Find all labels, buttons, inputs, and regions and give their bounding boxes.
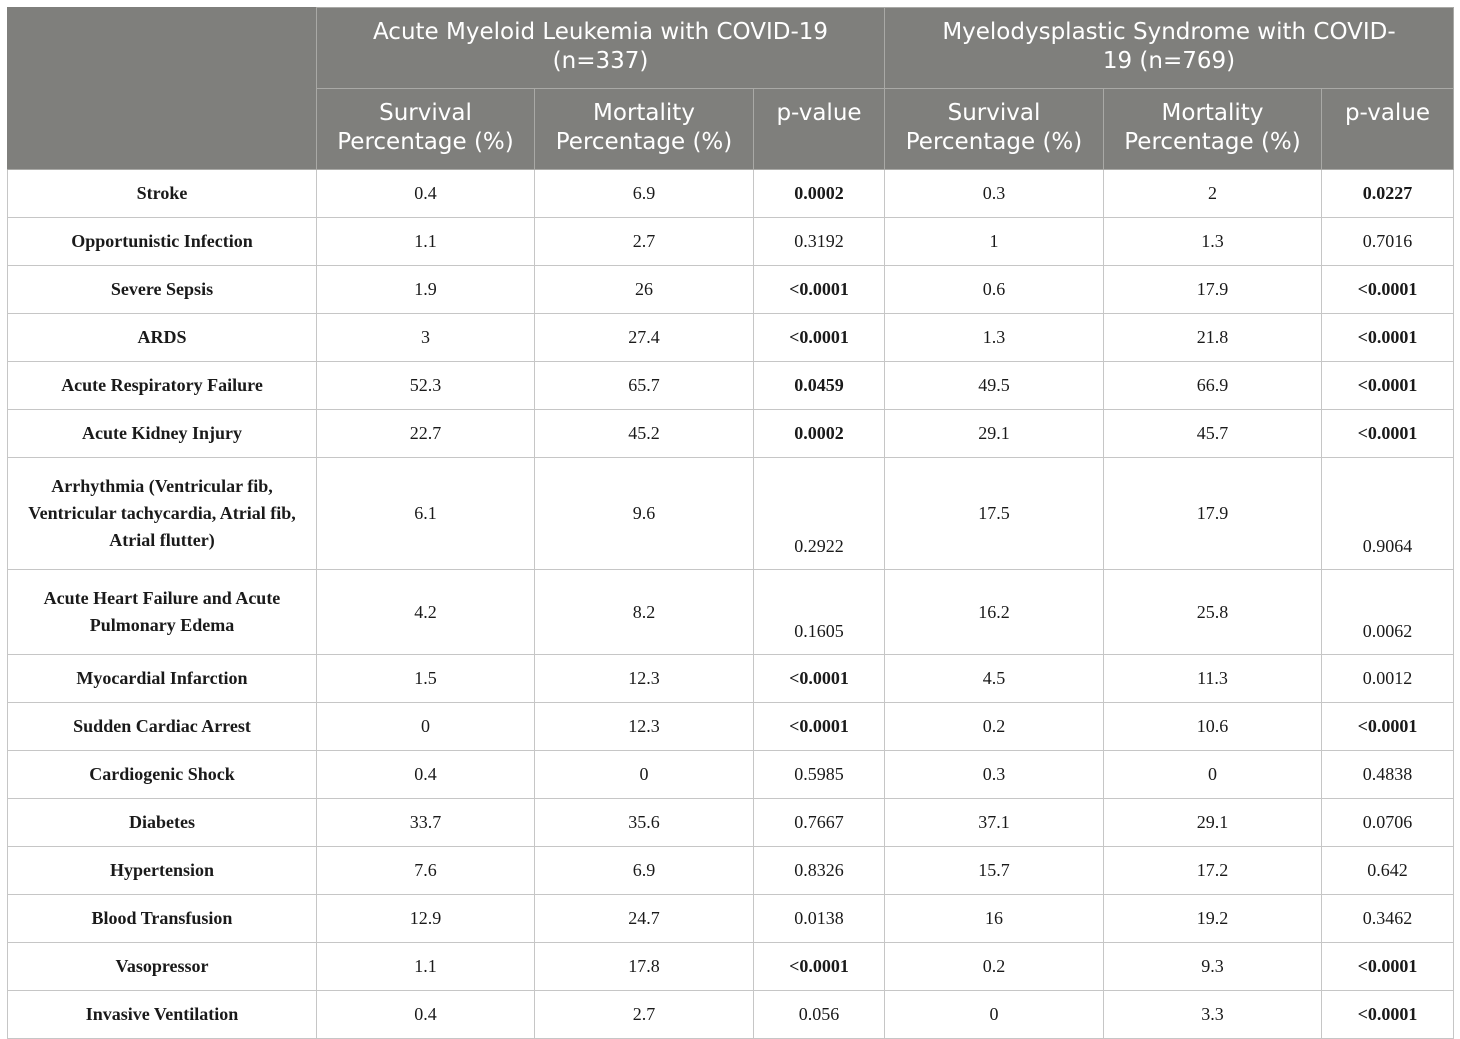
aml-survival-cell: 3 [317,314,535,362]
aml-survival-cell: 4.2 [317,570,535,655]
aml-survival-cell: 0.4 [317,170,535,218]
aml-pvalue-cell: <0.0001 [754,703,885,751]
mds-survival-cell: 0.6 [885,266,1104,314]
aml-mortality-cell: 2.7 [535,991,754,1039]
mds-survival-cell: 0.3 [885,751,1104,799]
row-label: Invasive Ventilation [8,991,317,1039]
table-row [8,751,1454,799]
mds-pvalue-cell: <0.0001 [1322,703,1454,751]
mds-mortality-cell: 19.2 [1104,895,1322,943]
aml-survival-cell: 6.1 [317,458,535,570]
mds-mortality-cell: 17.9 [1104,266,1322,314]
mds-survival-cell: 16 [885,895,1104,943]
header-aml-group: Acute Myeloid Leukemia with COVID-19 (n=337) [317,8,885,89]
mds-mortality-cell: 1.3 [1104,218,1322,266]
aml-survival-cell: 33.7 [317,799,535,847]
row-label: Severe Sepsis [8,266,317,314]
table-row [8,570,1454,655]
mds-survival-cell: 0 [885,991,1104,1039]
aml-survival-cell: 1.5 [317,655,535,703]
mds-survival-cell: 4.5 [885,655,1104,703]
table-row [8,314,1454,362]
aml-mortality-cell: 6.9 [535,847,754,895]
mds-mortality-cell: 9.3 [1104,943,1322,991]
header-mds-group: Myelodysplastic Syndrome with COVID-19 (n=769) [885,8,1454,89]
mds-pvalue-cell: <0.0001 [1322,410,1454,458]
mds-pvalue-cell: 0.0012 [1322,655,1454,703]
mds-pvalue-cell: <0.0001 [1322,314,1454,362]
table-row [8,943,1454,991]
mds-pvalue-cell: <0.0001 [1322,266,1454,314]
row-label: Vasopressor [8,943,317,991]
mds-survival-cell: 16.2 [885,570,1104,655]
aml-mortality-cell: 12.3 [535,703,754,751]
table-row [8,362,1454,410]
row-label: Cardiogenic Shock [8,751,317,799]
mds-survival-cell: 29.1 [885,410,1104,458]
table-row [8,655,1454,703]
header-mds-pvalue: p-value [1322,89,1454,170]
aml-mortality-cell: 12.3 [535,655,754,703]
row-label: Opportunistic Infection [8,218,317,266]
aml-pvalue-cell: 0.0459 [754,362,885,410]
aml-mortality-cell: 24.7 [535,895,754,943]
aml-mortality-cell: 8.2 [535,570,754,655]
table-row [8,266,1454,314]
aml-mortality-cell: 0 [535,751,754,799]
mds-mortality-cell: 29.1 [1104,799,1322,847]
row-label: Diabetes [8,799,317,847]
aml-survival-cell: 0.4 [317,991,535,1039]
aml-pvalue-cell: 0.3192 [754,218,885,266]
mds-survival-cell: 17.5 [885,458,1104,570]
mds-pvalue-cell: 0.0227 [1322,170,1454,218]
mds-survival-cell: 37.1 [885,799,1104,847]
aml-pvalue-cell: <0.0001 [754,314,885,362]
mds-mortality-cell: 2 [1104,170,1322,218]
mds-mortality-cell: 17.9 [1104,458,1322,570]
mds-survival-cell: 1 [885,218,1104,266]
row-label: Myocardial Infarction [8,655,317,703]
aml-survival-cell: 7.6 [317,847,535,895]
header-corner [8,8,317,170]
mds-pvalue-cell: <0.0001 [1322,362,1454,410]
results-table-container [7,7,1454,1039]
aml-pvalue-cell: 0.0138 [754,895,885,943]
aml-mortality-cell: 65.7 [535,362,754,410]
aml-mortality-cell: 35.6 [535,799,754,847]
header-aml-survival: Survival Percentage (%) [317,89,535,170]
row-label: Acute Respiratory Failure [8,362,317,410]
aml-survival-cell: 22.7 [317,410,535,458]
mds-mortality-cell: 25.8 [1104,570,1322,655]
aml-survival-cell: 12.9 [317,895,535,943]
mds-survival-cell: 0.2 [885,703,1104,751]
aml-pvalue-cell: 0.1605 [754,570,885,655]
table-row [8,458,1454,570]
row-label: ARDS [8,314,317,362]
mds-mortality-cell: 66.9 [1104,362,1322,410]
mds-pvalue-cell: 0.642 [1322,847,1454,895]
table-row [8,410,1454,458]
aml-pvalue-cell: 0.0002 [754,410,885,458]
aml-mortality-cell: 9.6 [535,458,754,570]
row-label: Blood Transfusion [8,895,317,943]
aml-survival-cell: 1.1 [317,943,535,991]
mds-survival-cell: 0.2 [885,943,1104,991]
aml-mortality-cell: 26 [535,266,754,314]
aml-pvalue-cell: 0.056 [754,991,885,1039]
aml-survival-cell: 1.9 [317,266,535,314]
aml-pvalue-cell: 0.8326 [754,847,885,895]
aml-pvalue-cell: 0.5985 [754,751,885,799]
aml-mortality-cell: 2.7 [535,218,754,266]
mds-pvalue-cell: 0.4838 [1322,751,1454,799]
header-mds-mortality: Mortality Percentage (%) [1104,89,1322,170]
results-table [7,7,1454,1039]
aml-pvalue-cell: 0.7667 [754,799,885,847]
table-row [8,703,1454,751]
mds-mortality-cell: 3.3 [1104,991,1322,1039]
mds-mortality-cell: 17.2 [1104,847,1322,895]
table-row [8,218,1454,266]
aml-mortality-cell: 6.9 [535,170,754,218]
header-mds-survival: Survival Percentage (%) [885,89,1104,170]
row-label: Arrhythmia (Ventricular fib, Ventricular tachycardia, Atrial fib, Atrial flutter) [8,458,317,570]
aml-mortality-cell: 27.4 [535,314,754,362]
mds-survival-cell: 49.5 [885,362,1104,410]
row-label: Acute Heart Failure and Acute Pulmonary Edema [8,570,317,655]
mds-mortality-cell: 45.7 [1104,410,1322,458]
table-row [8,170,1454,218]
aml-pvalue-cell: <0.0001 [754,655,885,703]
mds-pvalue-cell: 0.0062 [1322,570,1454,655]
mds-survival-cell: 0.3 [885,170,1104,218]
aml-mortality-cell: 45.2 [535,410,754,458]
table-row [8,847,1454,895]
aml-survival-cell: 0 [317,703,535,751]
aml-pvalue-cell: 0.2922 [754,458,885,570]
aml-pvalue-cell: <0.0001 [754,266,885,314]
aml-pvalue-cell: 0.0002 [754,170,885,218]
row-label: Acute Kidney Injury [8,410,317,458]
row-label: Stroke [8,170,317,218]
table-row [8,799,1454,847]
mds-survival-cell: 15.7 [885,847,1104,895]
header-aml-mortality: Mortality Percentage (%) [535,89,754,170]
table-row [8,895,1454,943]
mds-mortality-cell: 0 [1104,751,1322,799]
mds-pvalue-cell: 0.9064 [1322,458,1454,570]
mds-pvalue-cell: <0.0001 [1322,943,1454,991]
mds-mortality-cell: 11.3 [1104,655,1322,703]
mds-pvalue-cell: <0.0001 [1322,991,1454,1039]
aml-survival-cell: 1.1 [317,218,535,266]
mds-pvalue-cell: 0.3462 [1322,895,1454,943]
header-aml-pvalue: p-value [754,89,885,170]
mds-mortality-cell: 10.6 [1104,703,1322,751]
table-row [8,991,1454,1039]
mds-pvalue-cell: 0.0706 [1322,799,1454,847]
mds-pvalue-cell: 0.7016 [1322,218,1454,266]
mds-mortality-cell: 21.8 [1104,314,1322,362]
row-label: Hypertension [8,847,317,895]
aml-mortality-cell: 17.8 [535,943,754,991]
row-label: Sudden Cardiac Arrest [8,703,317,751]
aml-survival-cell: 52.3 [317,362,535,410]
aml-pvalue-cell: <0.0001 [754,943,885,991]
aml-survival-cell: 0.4 [317,751,535,799]
mds-survival-cell: 1.3 [885,314,1104,362]
